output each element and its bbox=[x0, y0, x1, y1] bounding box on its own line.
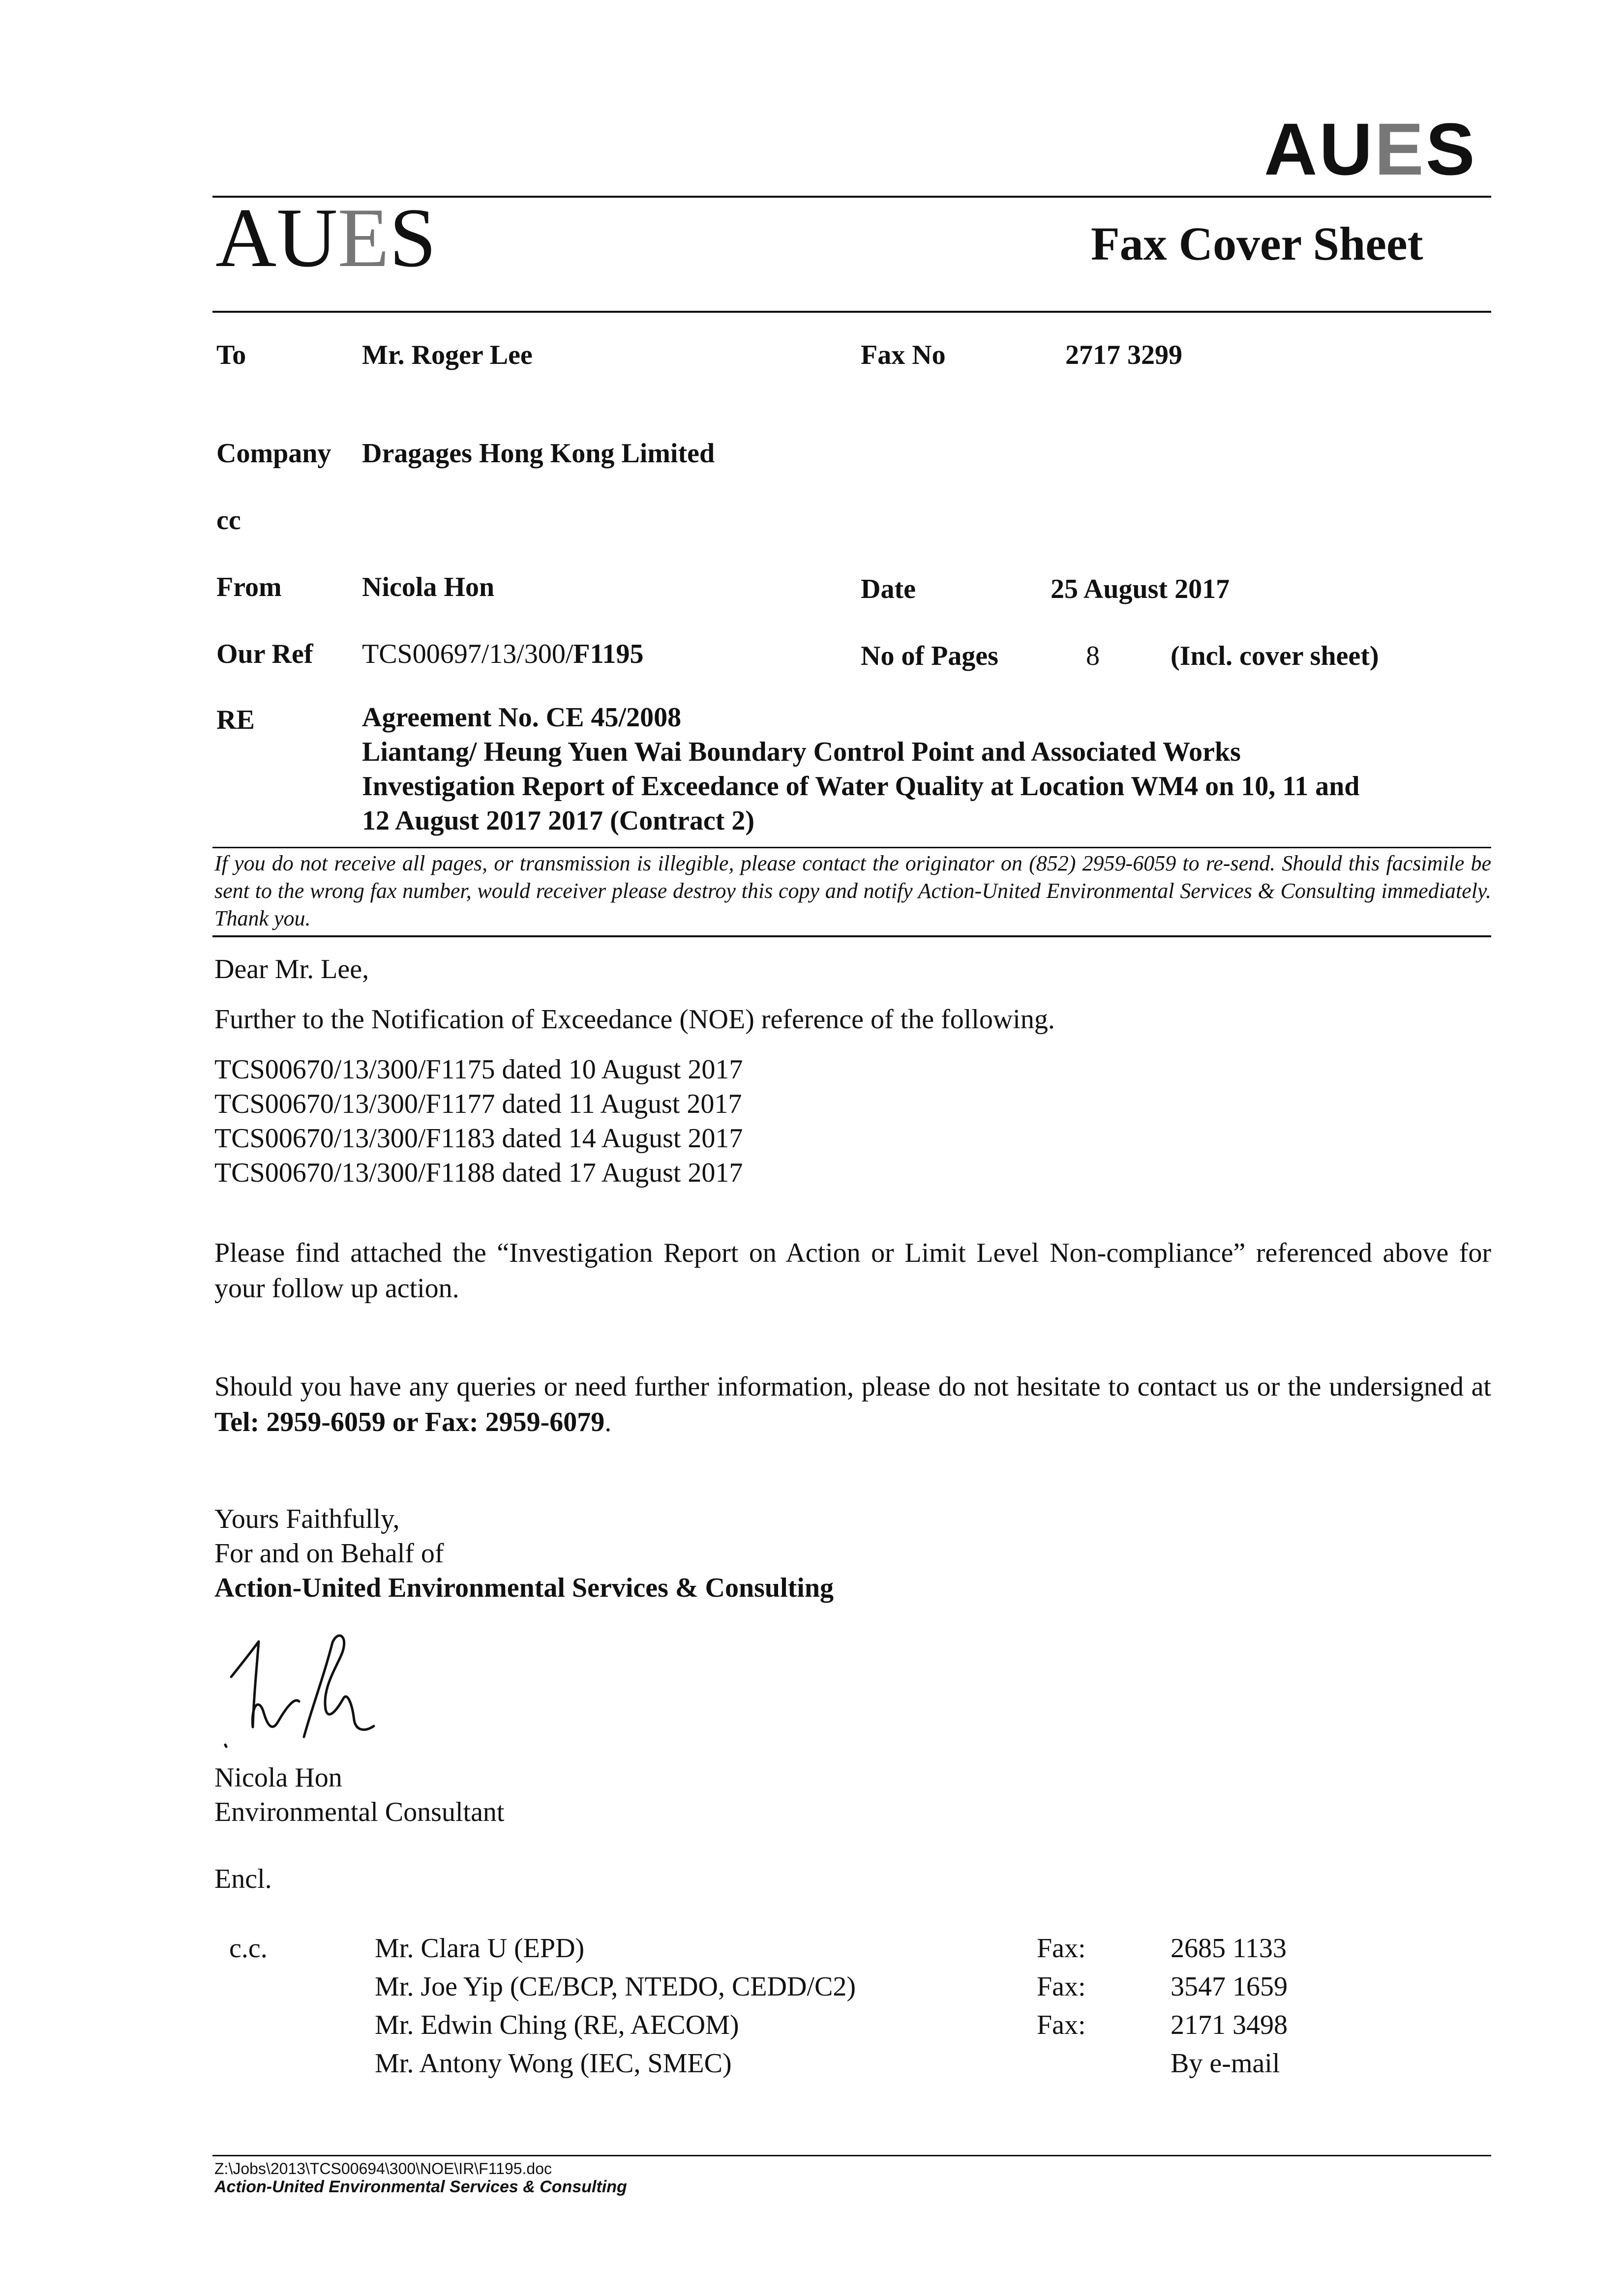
footer-file-path: Z:\Jobs\2013\TCS00694\300\NOE\IR\F1195.doc bbox=[214, 2160, 552, 2177]
our-ref-value bbox=[362, 640, 644, 668]
re-line-1: Agreement No. CE 45/2008 bbox=[362, 702, 682, 733]
footer-rule bbox=[212, 2155, 1491, 2156]
signer-title: Environmental Consultant bbox=[214, 1797, 505, 1827]
fax-no-value: 2717 3299 bbox=[1065, 340, 1182, 370]
logo-main bbox=[215, 191, 437, 285]
re-line-4: 12 August 2017 2017 (Contract 2) bbox=[362, 805, 754, 836]
cc-fax: By e-mail bbox=[1171, 2048, 1280, 2079]
disclaimer-rule-top bbox=[212, 847, 1491, 848]
logo-top-text: AUES bbox=[1264, 108, 1477, 190]
cc-fax: 2685 1133 bbox=[1171, 1933, 1287, 1964]
our-ref-suffix: F1195 bbox=[573, 639, 644, 669]
contact-numbers: Tel: 2959-6059 or Fax: 2959-6079 bbox=[214, 1407, 605, 1437]
from-value: Nicola Hon bbox=[362, 572, 495, 602]
cc-fax: 3547 1659 bbox=[1171, 1971, 1288, 2002]
cc-name: Mr. Edwin Ching (RE, AECOM) bbox=[375, 2010, 739, 2040]
cc-fax: 2171 3498 bbox=[1171, 2010, 1288, 2040]
paragraph-attached: Please find attached the “Investigation Report on Action or Limit Level Non-compliance” referenced above for your follow up action. bbox=[214, 1238, 1491, 1304]
paragraph-queries bbox=[214, 1369, 1491, 1440]
queries-end: . bbox=[604, 1407, 612, 1437]
re-block bbox=[362, 700, 1491, 838]
reference-list bbox=[214, 1052, 743, 1190]
on-behalf: For and on Behalf of bbox=[214, 1538, 444, 1569]
cc-fax-label: Fax: bbox=[1037, 2010, 1086, 2040]
fax-no-label: Fax No bbox=[861, 340, 946, 370]
footer-company: Action-United Environmental Services & Consulting bbox=[214, 2177, 627, 2196]
signature-image bbox=[211, 1623, 428, 1760]
cc-name: Mr. Antony Wong (IEC, SMEC) bbox=[375, 2048, 732, 2079]
cc-list-label: c.c. bbox=[229, 1933, 268, 1964]
our-ref-label: Our Ref bbox=[216, 639, 313, 669]
re-line-2: Liantang/ Heung Yuen Wai Boundary Control Point and Associated Works bbox=[362, 737, 1241, 767]
intro: Further to the Notification of Exceedance (NOE) reference of the following. bbox=[214, 1004, 1055, 1035]
cc-fax-label: Fax: bbox=[1037, 1971, 1086, 2002]
enclosure: Encl. bbox=[214, 1864, 272, 1894]
logo-main-text: AUES bbox=[215, 191, 437, 285]
re-line-3: Investigation Report of Exceedance of Water Quality at Location WM4 on 10, 11 and bbox=[362, 771, 1360, 802]
cc-label: cc bbox=[216, 505, 241, 536]
disclaimer: If you do not receive all pages, or transmission is illegible, please contact the originator on (852) 2959-6059 to re-send. Should this facsimile be sent to the wrong fax number, would receiver please destroy this copy and notify Action-United Environmental Services & Consulting immediately. Thank you. bbox=[214, 851, 1491, 930]
logo-top-right bbox=[1264, 108, 1477, 190]
to-value: Mr. Roger Lee bbox=[362, 340, 533, 370]
page-title: Fax Cover Sheet bbox=[1091, 217, 1423, 270]
company-label: Company bbox=[216, 438, 331, 469]
reference-item: TCS00670/13/300/F1175 dated 10 August 2017 bbox=[214, 1054, 743, 1085]
disclaimer-rule-bottom bbox=[212, 935, 1491, 937]
cc-name: Mr. Clara U (EPD) bbox=[375, 1933, 585, 1964]
header-rule-bottom bbox=[212, 311, 1491, 313]
cc-fax-label: Fax: bbox=[1037, 1933, 1086, 1964]
pages-note: (Incl. cover sheet) bbox=[1171, 641, 1379, 671]
to-label: To bbox=[216, 340, 246, 370]
date-label: Date bbox=[861, 574, 916, 604]
our-ref-prefix: TCS00697/13/300/ bbox=[362, 639, 573, 669]
pages-label: No of Pages bbox=[861, 641, 998, 671]
company-value: Dragages Hong Kong Limited bbox=[362, 438, 715, 469]
queries-text: Should you have any queries or need further information, please do not hesitate to contact us or the undersigned at bbox=[214, 1372, 1491, 1402]
cc-name: Mr. Joe Yip (CE/BCP, NTEDO, CEDD/C2) bbox=[375, 1971, 856, 2002]
reference-item: TCS00670/13/300/F1183 dated 14 August 2017 bbox=[214, 1123, 743, 1154]
reference-item: TCS00670/13/300/F1188 dated 17 August 2017 bbox=[214, 1158, 743, 1188]
closing: Yours Faithfully, bbox=[214, 1504, 400, 1534]
from-label: From bbox=[216, 572, 282, 602]
date-value: 25 August 2017 bbox=[1051, 574, 1230, 604]
salutation: Dear Mr. Lee, bbox=[214, 954, 369, 984]
pages-value: 8 bbox=[1086, 641, 1100, 671]
organisation: Action-United Environmental Services & Consulting bbox=[214, 1573, 834, 1603]
reference-item: TCS00670/13/300/F1177 dated 11 August 2017 bbox=[214, 1089, 742, 1119]
signer-name: Nicola Hon bbox=[214, 1762, 342, 1793]
re-label: RE bbox=[216, 705, 255, 735]
